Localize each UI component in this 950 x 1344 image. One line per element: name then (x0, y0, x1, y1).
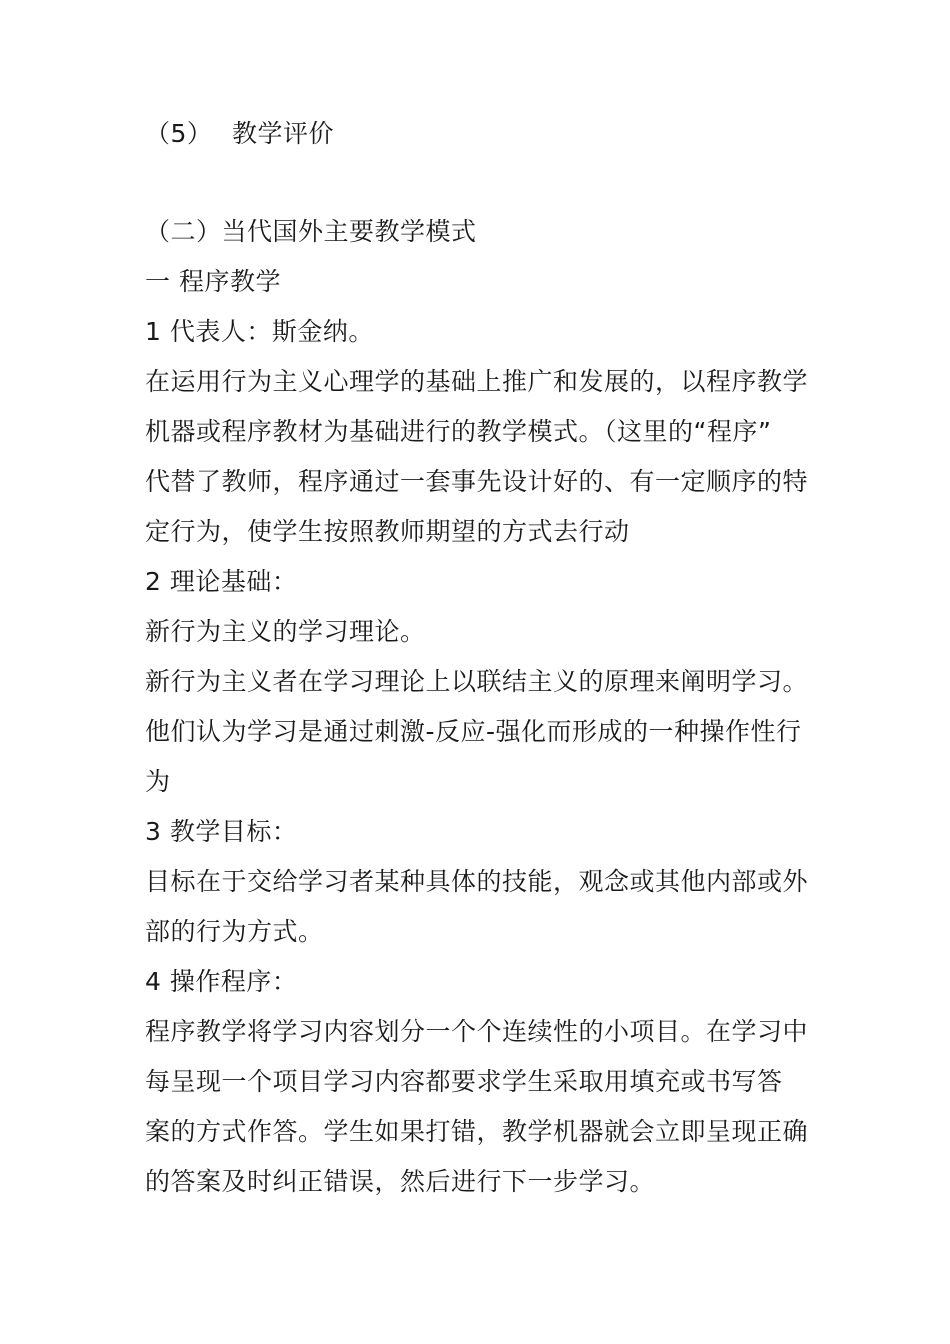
paragraph-line: 机器或程序教材为基础进行的教学模式。（这里的“程序” (145, 417, 772, 446)
chapter-heading: （二）当代国外主要教学模式 (145, 217, 477, 246)
paragraph-line: 在运用行为主义心理学的基础上推广和发展的，以程序教学 (145, 367, 809, 396)
paragraph-line: 每呈现一个项目学习内容都要求学生采取用填充或书写答 (145, 1067, 783, 1096)
paragraph-line: 代替了教师，程序通过一套事先设计好的、有一定顺序的特 (145, 467, 809, 496)
item-heading-representative: 1 代表人：斯金纳。 (145, 317, 374, 346)
paragraph-line: 新行为主义者在学习理论上以联结主义的原理来阐明学习。 (145, 667, 809, 696)
paragraph-line: 程序教学将学习内容划分一个个连续性的小项目。在学习中 (145, 1017, 809, 1046)
paragraph-line: 目标在于交给学习者某种具体的技能，观念或其他内部或外 (145, 867, 809, 896)
section-title: 教学评价 (232, 119, 335, 148)
paragraph-line: 的答案及时纠正错误，然后进行下一步学习。 (145, 1167, 656, 1196)
paragraph-line: 为 (145, 767, 171, 796)
paragraph-line: 新行为主义的学习理论。 (145, 617, 426, 646)
item-heading-theory: 2 理论基础： (145, 567, 298, 596)
item-heading-goal: 3 教学目标： (145, 817, 298, 846)
section-number: （5） (145, 119, 213, 148)
paragraph-line: 案的方式作答。学生如果打错，教学机器就会立即呈现正确 (145, 1117, 809, 1146)
paragraph-line: 他们认为学习是通过刺激-反应-强化而形成的一种操作性行 (145, 717, 802, 746)
paragraph-line: 部的行为方式。 (145, 917, 324, 946)
paragraph-line: 定行为，使学生按照教师期望的方式去行动 (145, 517, 630, 546)
subsection-heading: 一 程序教学 (145, 267, 281, 296)
item-heading-procedure: 4 操作程序： (145, 967, 298, 996)
